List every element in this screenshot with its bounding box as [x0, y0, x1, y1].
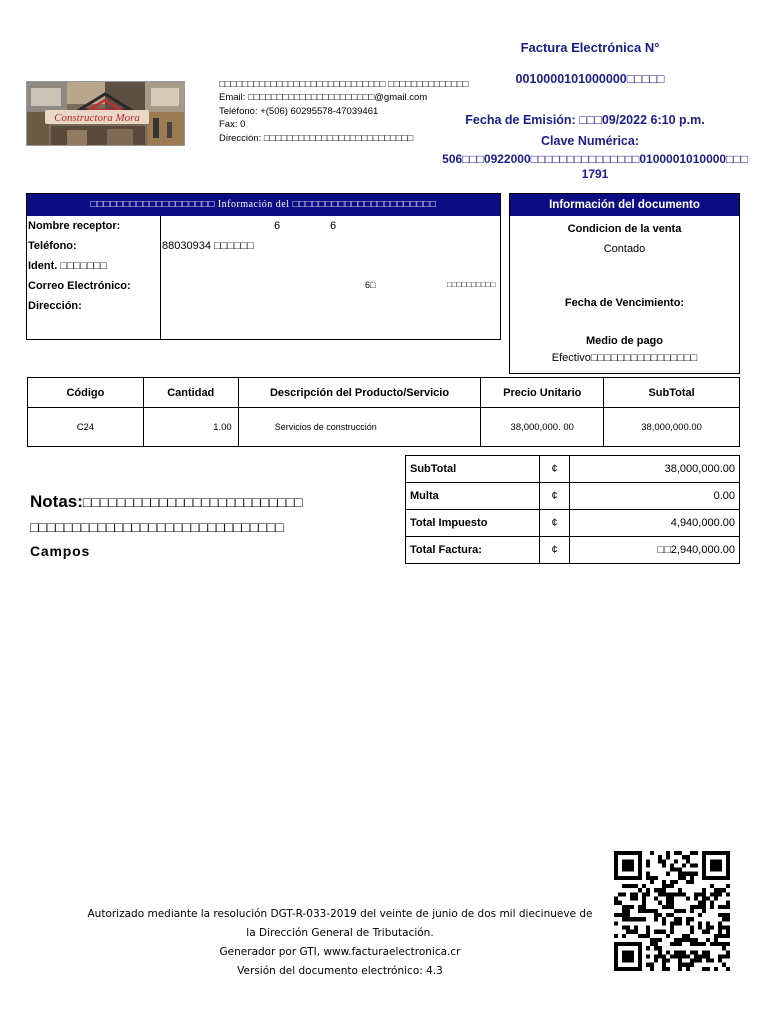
receiver-values	[161, 216, 500, 339]
clave-line-1: 506□□□0922000□□□□□□□□□□□□□□□0100001010000□□□	[442, 152, 748, 166]
payment-method-label: Medio de pago	[586, 335, 663, 347]
footer-line-4: Versión del documento electrónico: 4.3	[237, 965, 443, 977]
receiver-band: □□□□□□□□□□□□□□□□□□□ Información del □□□□□□□□□□□□□□□□□□□□□□	[27, 194, 500, 216]
item-quantity: 1.00	[143, 408, 238, 447]
items-header-row	[28, 378, 740, 408]
clave-label: Clave Numérica:	[541, 134, 639, 148]
column-header-code: Código	[28, 378, 144, 408]
item-code: C24	[28, 408, 144, 447]
item-unit-price: 38,000,000. 00	[481, 408, 604, 447]
notes-label: Notas:	[30, 492, 83, 511]
logo-text: Constructora Mora	[54, 112, 140, 124]
company-email: Email: □□□□□□□□□□□□□□□□□□□□□□@gmail.com	[219, 92, 428, 104]
receiver-name-b: 6	[330, 220, 337, 232]
totals-row	[406, 483, 740, 510]
totals-row	[406, 537, 740, 564]
receiver-label: Dirección:	[28, 300, 82, 312]
payment-method-value: Efectivo□□□□□□□□□□□□□□□□	[551, 352, 698, 364]
receiver-label: Ident. □□□□□□□	[28, 260, 107, 272]
total-label: Total Factura:	[406, 537, 540, 564]
company-address: Dirección: □□□□□□□□□□□□□□□□□□□□□□□□□□	[219, 132, 414, 144]
qr-code	[614, 851, 730, 971]
subtotal-value: 38,000,000.00	[570, 456, 740, 483]
totals-row	[406, 456, 740, 483]
receiver-phone: 88030934 □□□□□□	[162, 240, 254, 252]
tax-label: Total Impuesto	[406, 510, 540, 537]
receiver-box	[26, 193, 501, 340]
notes-line-2: □□□□□□□□□□□□□□□□□□□□□□□□□□□□□□	[30, 519, 284, 535]
invoice-number: 0010000101000000□□□□□	[515, 72, 665, 86]
items-table	[27, 377, 740, 447]
footer	[80, 905, 600, 981]
totals-table	[405, 455, 740, 564]
receiver-label: Correo Electrónico:	[28, 280, 131, 292]
receiver-label: Teléfono:	[28, 240, 77, 252]
column-header-quantity: Cantidad	[143, 378, 238, 408]
item-subtotal: 38,000,000.00	[604, 408, 740, 447]
notes-line-1	[30, 490, 303, 515]
notes-text-1: □□□□□□□□□□□□□□□□□□□□□□□□□□	[82, 494, 303, 510]
currency-symbol: ¢	[539, 483, 570, 510]
total-value: □□2,940,000.00	[570, 537, 740, 564]
totals-row	[406, 510, 740, 537]
footer-line-2: la Dirección General de Tributación.	[246, 927, 434, 939]
footer-line-1: Autorizado mediante la resolución DGT-R-033-2019 del veinte de junio de dos mil diecinueve de	[87, 908, 593, 920]
clave-value	[440, 152, 750, 182]
item-description: Servicios de construcción	[238, 408, 481, 447]
receiver-labels	[27, 216, 161, 339]
company-phone: Teléfono: +(506) 60295578-47039461	[219, 105, 379, 117]
due-date-label: Fecha de Vencimiento:	[564, 297, 685, 309]
subtotal-label: SubTotal	[406, 456, 540, 483]
company-fax: Fax: 0	[219, 119, 246, 131]
company-name: □□□□□□□□□□□□□□□□□□□□□□□□□□□□□ □□□□□□□□□□□□□□	[219, 79, 469, 90]
receiver-email-a: 6□	[365, 280, 376, 290]
column-header-unit-price: Precio Unitario	[481, 378, 604, 408]
footer-line-3: Generador por GTI, www.facturaelectronica.cr	[219, 946, 461, 958]
table-row	[28, 408, 740, 447]
company-logo	[26, 81, 185, 146]
invoice-title: Factura Electrónica N°	[520, 40, 660, 55]
notes-line-3: Campos	[30, 543, 91, 559]
column-header-description: Descripción del Producto/Servicio	[238, 378, 481, 408]
column-header-subtotal: SubTotal	[604, 378, 740, 408]
document-info-box	[509, 193, 740, 374]
tax-value: 4,940,000.00	[570, 510, 740, 537]
multa-value: 0.00	[570, 483, 740, 510]
multa-label: Multa	[406, 483, 540, 510]
clave-line-2: 1791	[581, 167, 609, 181]
sale-condition-label: Condicion de la venta	[567, 223, 682, 235]
currency-symbol: ¢	[539, 537, 570, 564]
sale-condition-value: Contado	[603, 243, 646, 255]
receiver-label: Nombre receptor:	[28, 220, 121, 232]
document-info-band: Información del documento	[510, 194, 739, 216]
issue-date: Fecha de Emisión: □□□09/2022 6:10 p.m.	[465, 113, 705, 127]
notes	[30, 490, 303, 563]
receiver-name-a: 6	[274, 220, 281, 232]
company-info	[219, 78, 468, 145]
currency-symbol: ¢	[539, 456, 570, 483]
currency-symbol: ¢	[539, 510, 570, 537]
receiver-email-b: □□□□□□□□□□	[447, 280, 496, 289]
